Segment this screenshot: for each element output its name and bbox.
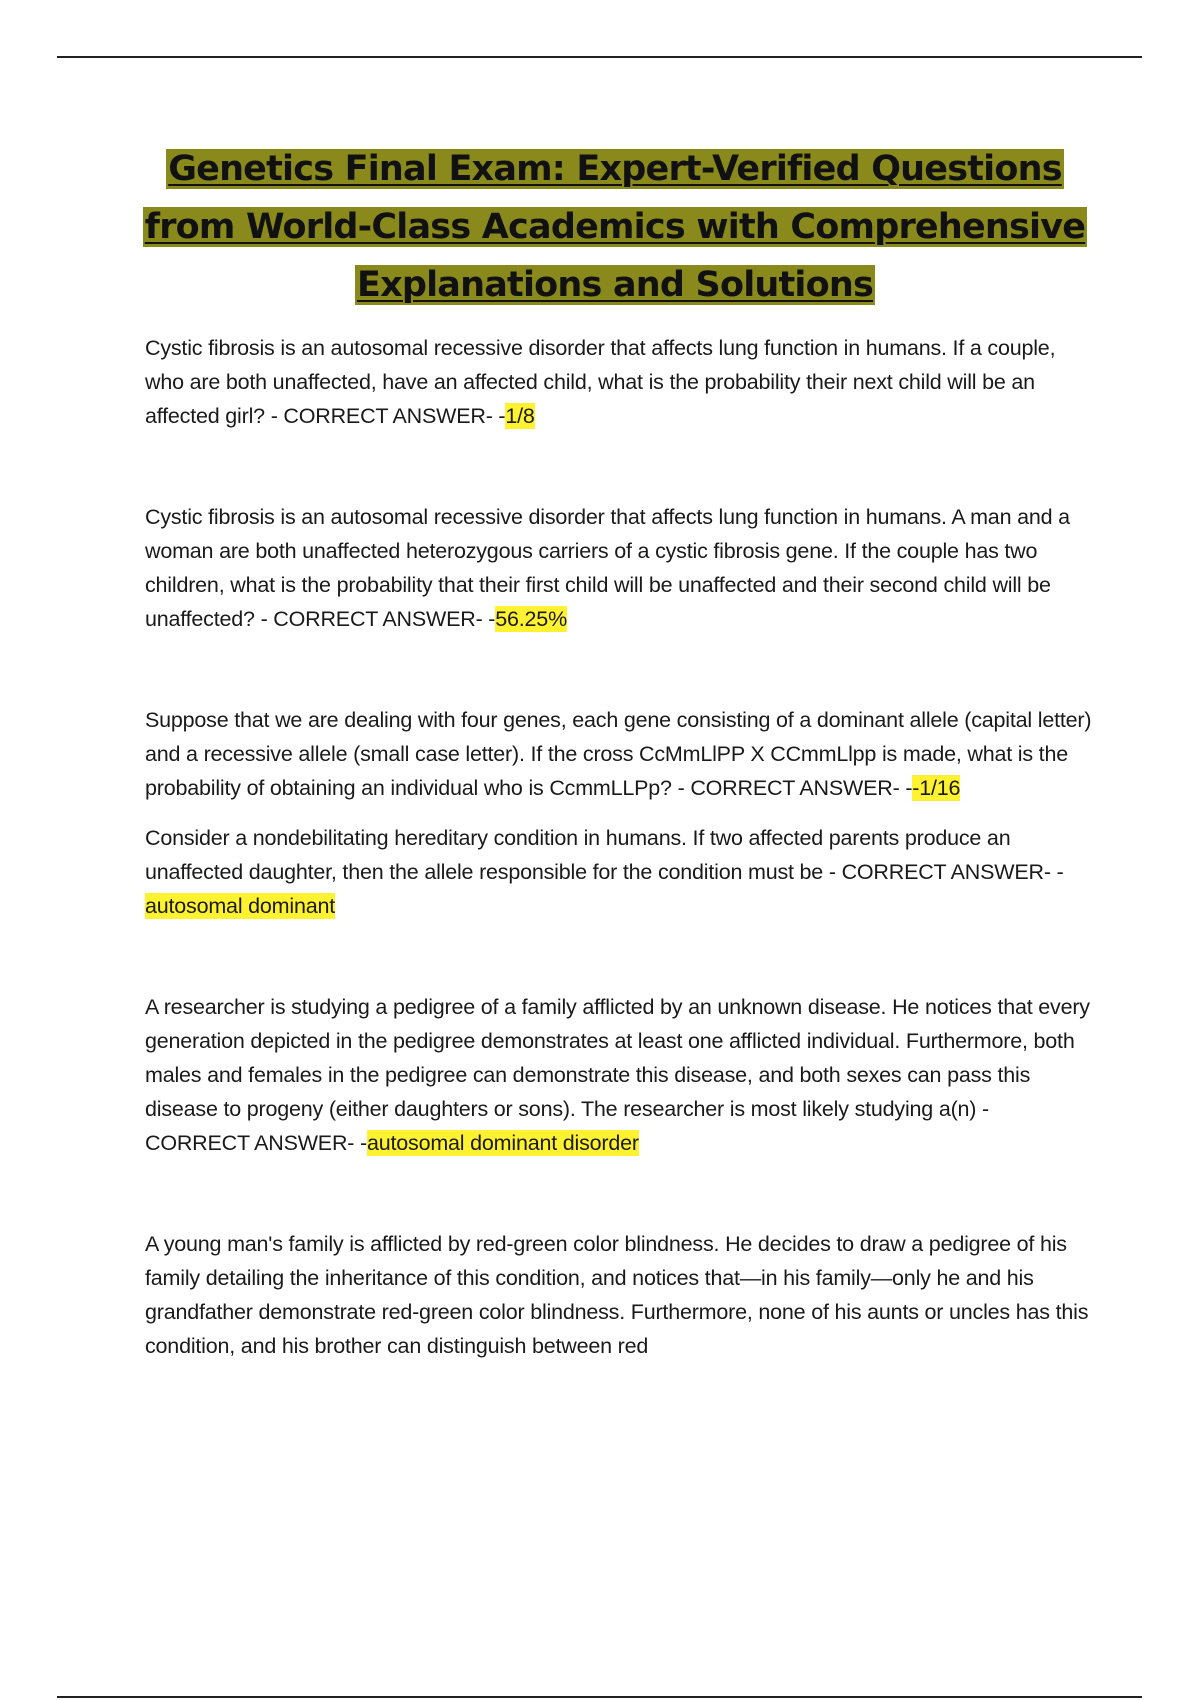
answer-highlight: autosomal dominant disorder bbox=[366, 1131, 639, 1155]
answer-highlight: -1/16 bbox=[912, 776, 961, 800]
document-title bbox=[120, 140, 1110, 314]
answer-label: - CORRECT ANSWER- - bbox=[264, 404, 506, 428]
answer-label: - CORRECT ANSWER- - bbox=[823, 860, 1064, 884]
question-text: Consider a nondebilitating hereditary condition in humans. If two affected parents produce an unaffected daughter, then the allele responsible for the condition must be bbox=[145, 826, 1011, 884]
answer-label: - CORRECT ANSWER- - bbox=[671, 776, 913, 800]
question-item-5 bbox=[145, 990, 1095, 1160]
answer-highlight: autosomal dominant bbox=[145, 894, 336, 918]
question-item-1 bbox=[145, 331, 1095, 433]
answer-label: - CORRECT ANSWER- - bbox=[145, 1097, 989, 1155]
question-text: Cystic fibrosis is an autosomal recessive disorder that affects lung function in humans. A man and a woman are both unaffected heterozygous carriers of a cystic fibrosis gene. If the couple has two children, what is the probability that their first child will be unaffected and their second child will be unaffected? bbox=[145, 505, 1070, 631]
page-top-rule bbox=[57, 56, 1142, 58]
title-line-2: from World-Class Academics with Comprehensive bbox=[144, 207, 1086, 247]
question-text: A researcher is studying a pedigree of a family afflicted by an unknown disease. He notices that every generation depicted in the pedigree demonstrates at least one afflicted individual. Furthermore, both males and females in the pedigree can demonstrate this disease, and both sexes can pass this disease to progeny (either daughters or sons). The researcher is most likely studying a(n) bbox=[145, 995, 1090, 1121]
page-bottom-rule bbox=[57, 1696, 1142, 1698]
question-item-6 bbox=[145, 1227, 1095, 1363]
answer-label: - CORRECT ANSWER- - bbox=[254, 607, 496, 631]
question-text: Cystic fibrosis is an autosomal recessive disorder that affects lung function in humans. If a couple, who are both unaffected, have an affected child, what is the probability their next child will be an affected girl? bbox=[145, 336, 1056, 428]
title-line-1: Genetics Final Exam: Expert-Verified Questions bbox=[168, 149, 1062, 189]
question-item-4 bbox=[145, 821, 1095, 923]
title-line-3: Explanations and Solutions bbox=[356, 265, 874, 305]
answer-highlight: 56.25% bbox=[495, 607, 567, 631]
question-text: Suppose that we are dealing with four genes, each gene consisting of a dominant allele (capital letter) and a recessive allele (small case letter). If the cross CcMmLlPP X CCmmLlpp is made, what is the probability of obtaining an individual who is CcmmLLPp? bbox=[145, 708, 1092, 800]
question-list bbox=[145, 331, 1095, 1363]
answer-highlight: 1/8 bbox=[505, 404, 535, 428]
question-text: A young man's family is afflicted by red-green color blindness. He decides to draw a pedigree of his family detailing the inheritance of this condition, and notices that—in his family—only he and his grandfather demonstrate red-green color blindness. Furthermore, none of his aunts or uncles has this condition, and his brother can distinguish between red bbox=[145, 1232, 1089, 1358]
question-item-3 bbox=[145, 703, 1095, 805]
question-item-2 bbox=[145, 500, 1095, 636]
